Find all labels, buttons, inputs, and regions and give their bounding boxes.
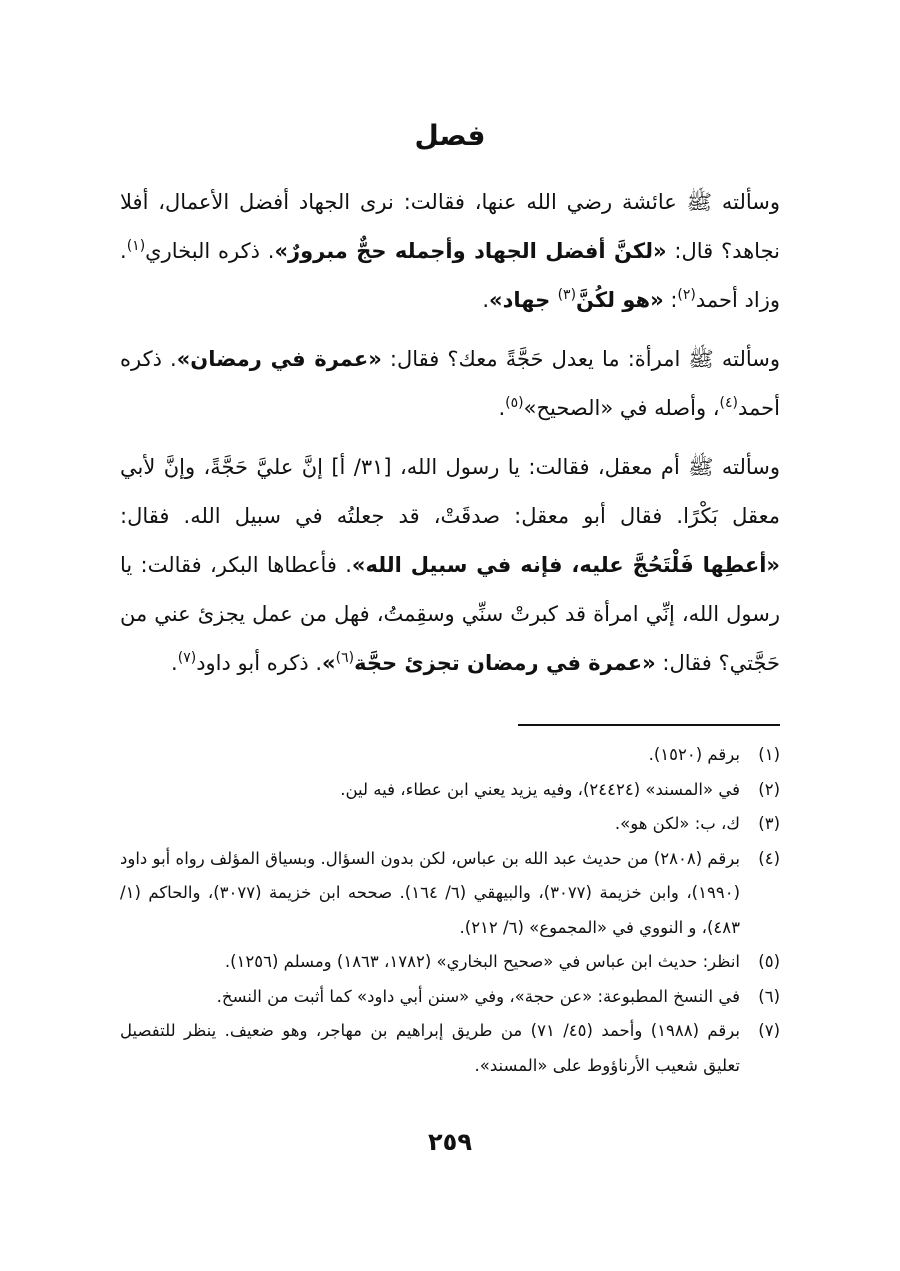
footnote-number: (٢): [758, 779, 780, 799]
footnote-ref-2: (٢): [677, 287, 696, 303]
paragraph-3: [120, 443, 780, 688]
footnote-text: برقم (١٥٢٠).: [648, 745, 740, 764]
text-run: . ذكره البخاري: [145, 239, 275, 263]
footnote-separator: [518, 724, 780, 726]
hadith-quote: «أعطِها فَلْتَحُجَّ عليه، فإنه في سبيل الله»: [351, 553, 780, 577]
footnote-text: انظر: حديث ابن عباس في «صحيح البخاري» (١٧٨٢، ١٨٦٣) ومسلم (١٢٥٦).: [224, 952, 740, 971]
footnote-text: برقم (٢٨٠٨) من حديث عبد الله بن عباس، لكن بدون السؤال. وبسياق المؤلف رواه أبو داود (١٩٩٠)، وابن خزيمة (٣٠٧٧)، والبيهقي (٦/ ١٦٤). صححه ابن خزيمة (٣٠٧٧)، والحاكم (١/ ٤٨٣)، و النووي في «المجموع» (٦/ ٢١٢).: [120, 848, 740, 937]
footnote-ref-6: (٦): [335, 650, 355, 666]
text-run: :: [663, 288, 678, 312]
text-run: وسألته ﷺ امرأة: ما يعدل حَجَّةً معك؟ فقال:: [381, 347, 780, 371]
footnote-ref-7: (٧): [177, 650, 197, 666]
footnote-ref-3: (٣): [557, 287, 577, 303]
text-run: . وزاد أحمد: [120, 239, 780, 312]
footnote-6: [120, 980, 780, 1015]
footnote-ref-1: (١): [126, 238, 146, 254]
text-run: ، وأصله في «الصحيح»: [523, 396, 720, 420]
hadith-quote: »: [322, 651, 336, 675]
footnote-number: (٣): [758, 814, 780, 833]
footnote-2: [120, 773, 780, 808]
footnote-text: برقم (١٩٨٨) وأحمد (٤٥/ ٧١) من طريق إبراهيم بن مهاجر، وهو ضعيف. ينظر للتفصيل تعليق شعيب الأرناؤوط على «المسند».: [120, 1021, 740, 1075]
section-heading: فصل: [414, 119, 486, 152]
hadith-quote: «هو لكُنَّ: [576, 288, 664, 312]
footnote-ref-4: (٤): [719, 395, 739, 411]
footnote-4: [120, 842, 780, 946]
hadith-quote: «عمرة في رمضان تجزئ حجَّة: [354, 651, 656, 675]
footnote-3: [120, 807, 780, 842]
footnote-1: [120, 738, 780, 773]
footnote-number: (٤): [758, 848, 780, 868]
footnote-number: (٥): [758, 952, 780, 971]
footnote-number: (٧): [758, 1021, 780, 1040]
hadith-quote: جهاد»: [489, 288, 558, 312]
hadith-quote: «لكنَّ أفضل الجهاد وأجمله حجٌّ مبرورٌ»: [274, 239, 667, 263]
text-run: .: [482, 288, 490, 312]
text-run: .: [171, 651, 178, 675]
text-run: . فأعطاها البكر، فقالت: يا رسول الله، إنِّي امرأة قد كبرتْ سنِّي وسقِمتُ، فهل من عمل يجزئ عني من حَجَّتي؟ فقال:: [120, 553, 780, 675]
footnote-text: ك، ب: «لكن هو».: [614, 814, 740, 833]
hadith-quote: «عمرة في رمضان»: [176, 347, 382, 371]
footnote-number: (٦): [758, 986, 780, 1006]
footnote-text: في «المسند» (٢٤٤٢٤)، وفيه يزيد يعني ابن عطاء، فيه لين.: [340, 779, 740, 799]
page-number: ٢٥٩: [428, 1128, 472, 1156]
paragraph-2: [120, 335, 780, 433]
footnote-5: [120, 945, 780, 980]
main-text: [120, 178, 780, 698]
text-run: وسألته ﷺ أم معقل، فقالت: يا رسول الله، [٣١/ أ] إنَّ عليَّ حَجَّةً، وإنَّ لأبي معقل بَكْرًا. فقال أبو معقل: صدقَتْ، قد جعلتُه في سبيل الله. فقال:: [120, 455, 780, 528]
text-run: . ذكره أحمد: [120, 347, 780, 420]
footnotes: [120, 738, 780, 1083]
text-run: .: [498, 396, 506, 420]
footnote-7: [120, 1014, 780, 1083]
text-run: وسألته ﷺ عائشة رضي الله عنها، فقالت: نرى الجهاد أفضل الأعمال، أفلا نجاهد؟ قال:: [120, 190, 780, 263]
footnote-ref-5: (٥): [505, 395, 524, 411]
paragraph-1: [120, 178, 780, 325]
footnote-number: (١): [758, 745, 780, 764]
text-run: . ذكره أبو داود: [196, 651, 323, 675]
footnote-text: في النسخ المطبوعة: «عن حجة»، وفي «سنن أبي داود» كما أثبت من النسخ.: [216, 986, 740, 1006]
